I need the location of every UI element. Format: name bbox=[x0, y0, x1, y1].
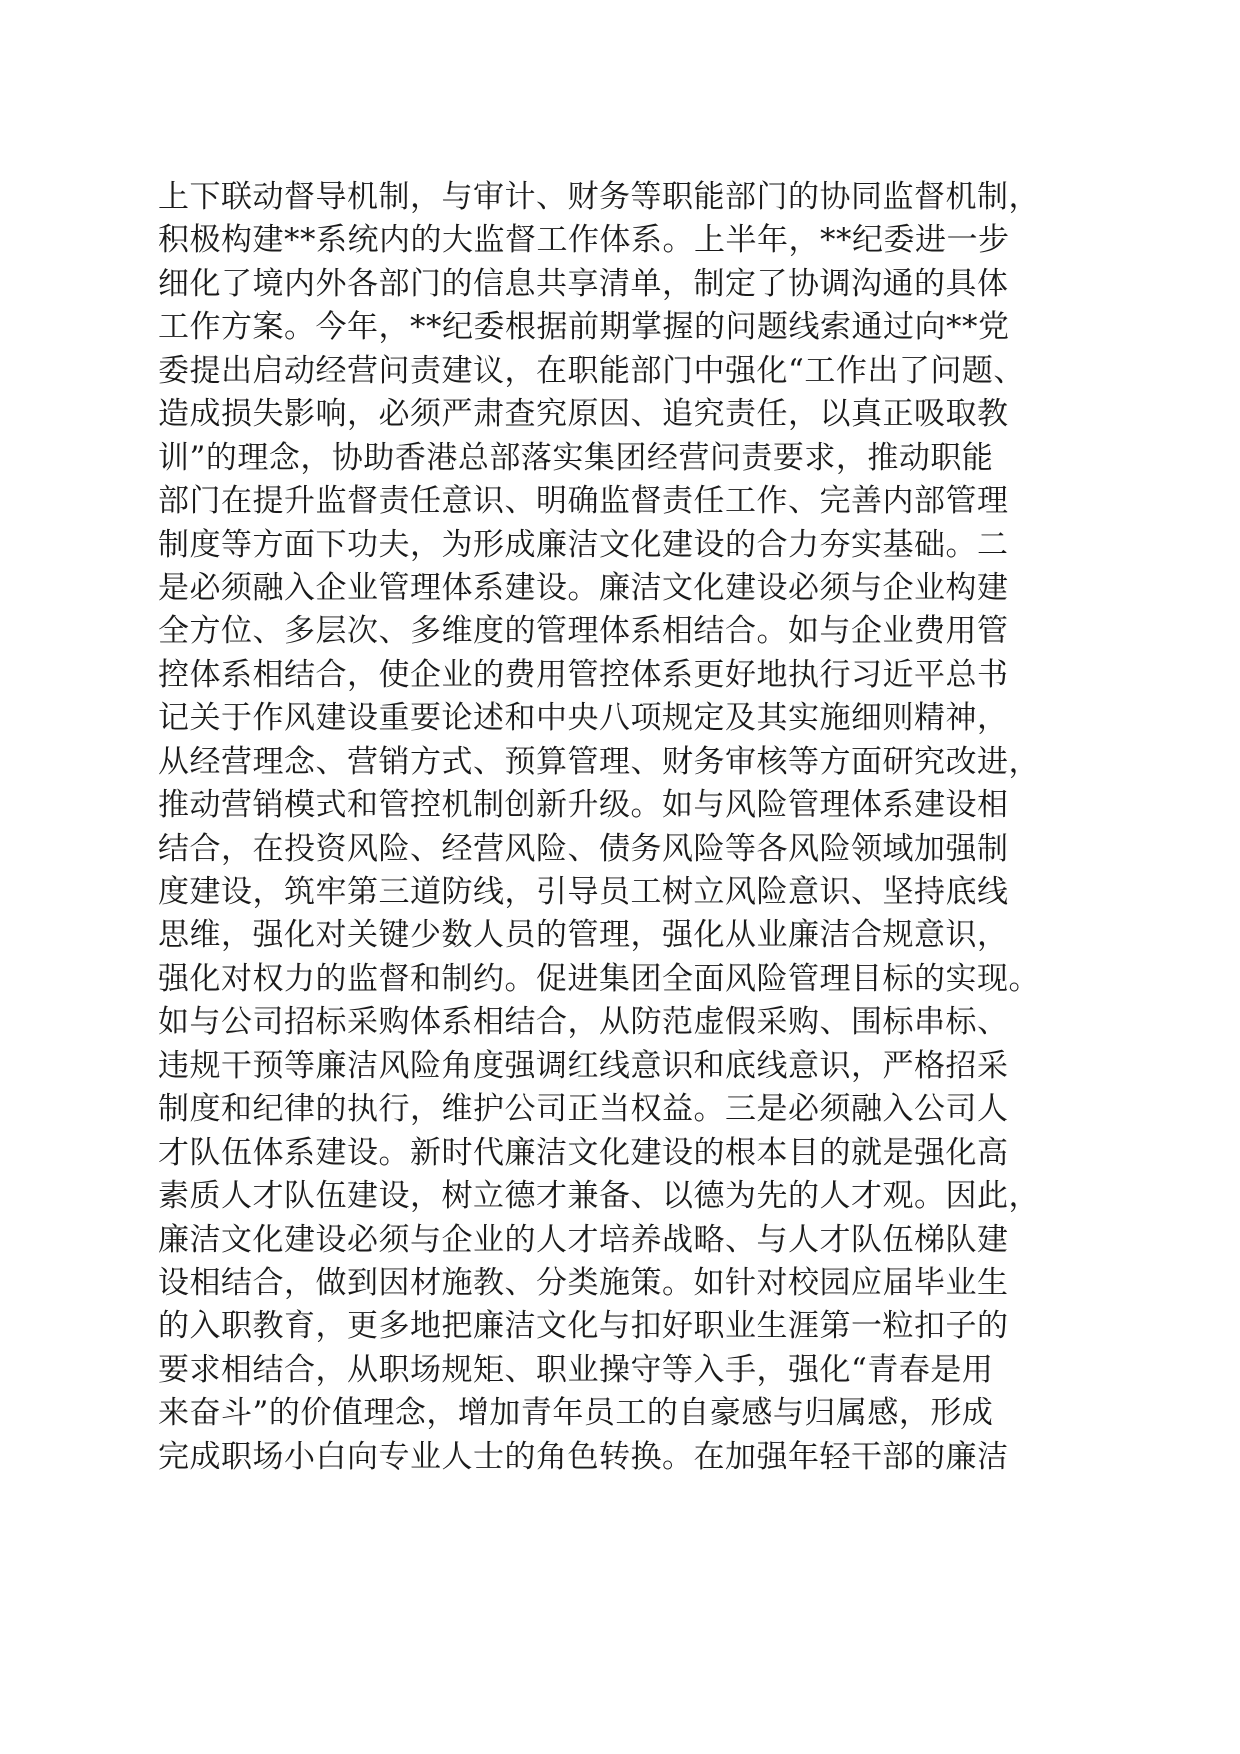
text-line: 造成损失影响，必须严肃查究原因、追究责任，以真正吸取教 bbox=[158, 396, 1009, 433]
text-line: 来奋斗”的价值理念，增加青年员工的自豪感与归属感，形成 bbox=[158, 1395, 994, 1432]
text-line: 是必须融入企业管理体系建设。廉洁文化建设必须与企业构建 bbox=[158, 569, 1009, 606]
text-line: 积极构建**系统内的大监督工作体系。上半年，**纪委进一步 bbox=[158, 222, 1010, 259]
text-line: 完成职场小白向专业人士的角色转换。在加强年轻干部的廉洁 bbox=[158, 1438, 1009, 1475]
text-line: 廉洁文化建设必须与企业的人才培养战略、与人才队伍梯队建 bbox=[158, 1221, 1009, 1258]
text-line: 如与公司招标采购体系相结合，从防范虚假采购、围标串标、 bbox=[158, 1004, 1009, 1041]
text-line: 委提出启动经营问责建议，在职能部门中强化“工作出了问题、 bbox=[158, 352, 1025, 389]
text-line: 推动营销模式和管控机制创新升级。如与风险管理体系建设相 bbox=[158, 787, 1009, 824]
text-line: 设相结合，做到因材施教、分类施策。如针对校园应届毕业生 bbox=[158, 1264, 1009, 1301]
text-line: 控体系相结合，使企业的费用管控体系更好地执行习近平总书 bbox=[158, 656, 1009, 693]
text-line: 结合，在投资风险、经营风险、债务风险等各风险领域加强制 bbox=[158, 830, 1009, 867]
text-line: 工作方案。今年，**纪委根据前期掌握的问题线索通过向**党 bbox=[158, 309, 1010, 346]
text-line: 训”的理念，协助香港总部落实集团经营问责要求，推动职能 bbox=[158, 439, 994, 476]
text-line: 从经营理念、营销方式、预算管理、财务审核等方面研究改进， bbox=[158, 743, 1040, 780]
text-line: 的入职教育，更多地把廉洁文化与扣好职业生涯第一粒扣子的 bbox=[158, 1308, 1009, 1345]
text-line: 素质人才队伍建设，树立德才兼备、以德为先的人才观。因此， bbox=[158, 1178, 1040, 1215]
text-line: 上下联动督导机制，与审计、财务等职能部门的协同监督机制， bbox=[158, 179, 1040, 215]
text-line: 记关于作风建设重要论述和中央八项规定及其实施细则精神， bbox=[158, 700, 1009, 737]
text-line: 制度和纪律的执行，维护公司正当权益。三是必须融入公司人 bbox=[158, 1091, 1009, 1128]
text-line: 要求相结合，从职场规矩、职业操守等入手，强化“青春是用 bbox=[158, 1351, 994, 1388]
text-line: 部门在提升监督责任意识、明确监督责任工作、完善内部管理 bbox=[158, 483, 1009, 520]
body-text bbox=[158, 176, 1098, 1479]
text-line: 才队伍体系建设。新时代廉洁文化建设的根本目的就是强化高 bbox=[158, 1134, 1009, 1171]
text-line: 度建设，筑牢第三道防线，引导员工树立风险意识、坚持底线 bbox=[158, 874, 1009, 910]
text-line: 细化了境内外各部门的信息共享清单，制定了协调沟通的具体 bbox=[158, 265, 1009, 302]
text-line: 违规干预等廉洁风险角度强调红线意识和底线意识，严格招采 bbox=[158, 1047, 1009, 1084]
text-line: 思维，强化对关键少数人员的管理，强化从业廉洁合规意识， bbox=[158, 917, 1009, 954]
text-line: 强化对权力的监督和制约。促进集团全面风险管理目标的实现。 bbox=[158, 960, 1040, 997]
text-line: 全方位、多层次、多维度的管理体系相结合。如与企业费用管 bbox=[158, 613, 1009, 650]
text-line: 制度等方面下功夫，为形成廉洁文化建设的合力夯实基础。二 bbox=[158, 526, 1009, 563]
